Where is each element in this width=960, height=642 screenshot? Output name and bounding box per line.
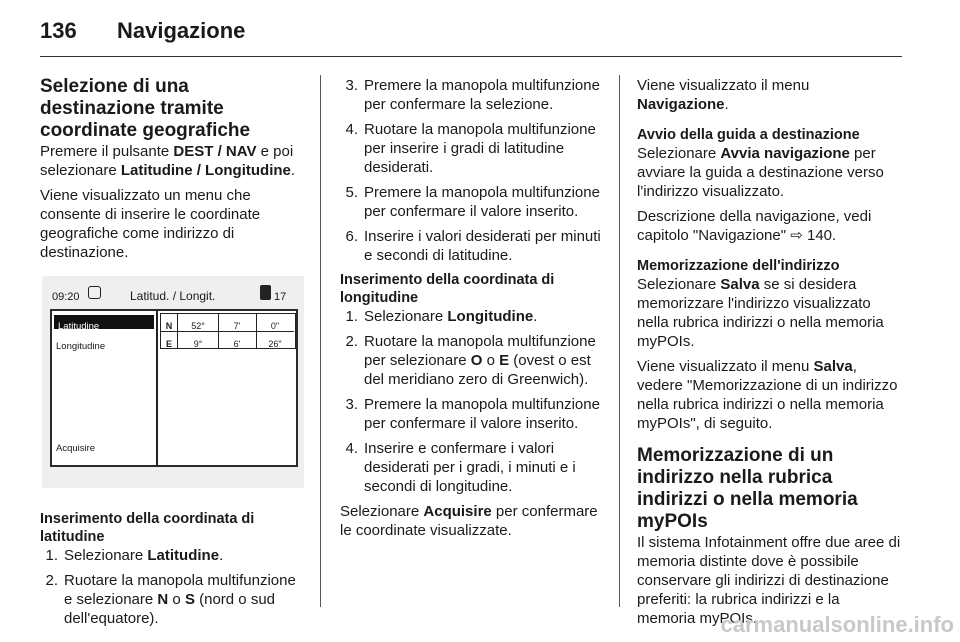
chapter-title: Navigazione (117, 18, 246, 43)
paragraph: Selezionare Salva se si desidera memorizzare l'indirizzo visualizzato nella rubrica indirizzi o nella memoria myPOIs. (637, 276, 884, 350)
paragraph: Viene visualizzato il menu Navigazione. (637, 77, 810, 113)
column-1 (40, 76, 305, 634)
list-item: 4. Inserire e confermare i valori desiderati per i gradi, i minuti e i secondi di longitudine. (345, 440, 576, 495)
column-2 (340, 76, 605, 546)
screen-illustration (42, 276, 304, 488)
paragraph: Viene visualizzato un menu che consente di inserire le coordinate geografiche come indirizzo di destinazione. (40, 187, 261, 261)
grid-line (256, 314, 257, 348)
paragraph: Selezionare Acquisire per confermare le coordinate visualizzate. (340, 503, 598, 539)
screen-display (50, 309, 298, 467)
subheading: Memorizzazione dell'indirizzo (637, 258, 840, 274)
paragraph: Il sistema Infotainment offre due aree di memoria distinte dove è possibile conservare gli indirizzi di destinazione preferiti: la rubrica indirizzi e la memoria myPOIs. (637, 534, 901, 627)
screen-divider (156, 311, 158, 465)
subheading: Inserimento della coordinata di longitudine (340, 272, 555, 306)
coordinate-row: E 9° 6' 26" (165, 339, 282, 349)
coordinate-row: N 52° 7' 0" (165, 321, 280, 331)
page-number: 136 (40, 18, 77, 43)
list-item: 2. Ruotare la manopola multifunzione e selezionare N o S (nord o sud dell'equatore). (45, 572, 296, 627)
paragraph: Viene visualizzato il menu Salva, vedere "Memorizzazione di un indirizzo nella rubrica indirizzi o nella memoria myPOIs", di seguito. (637, 358, 898, 432)
section-heading: Selezione di una destinazione tramite coordinate geografiche (40, 76, 251, 141)
list-item: 3. Premere la manopola multifunzione per confermare il valore inserito. (345, 396, 600, 432)
list-item: 1. Selezionare Longitudine. (345, 308, 538, 325)
subheading: Avvio della guida a destinazione (637, 127, 860, 143)
screen-temperature: 17 (274, 291, 287, 303)
coordinate-grid (160, 313, 296, 349)
list-item: 4. Ruotare la manopola multifunzione per inserire i gradi di latitudine desiderati. (345, 121, 596, 176)
list-item: 5. Premere la manopola multifunzione per confermare il valore inserito. (345, 184, 600, 220)
section-heading: Memorizzazione di un indirizzo nella rubrica indirizzi o nella memoria myPOIs (637, 445, 858, 532)
menu-item-acquisire: Acquisire (56, 443, 96, 454)
screen-title: Latitud. / Longit. (130, 289, 216, 303)
step-list (340, 76, 605, 265)
screen-menu (52, 311, 156, 465)
grid-line (218, 314, 219, 348)
phone-icon (260, 285, 271, 300)
header-rule (40, 56, 902, 57)
list-item: 3. Premere la manopola multifunzione per confermare la selezione. (345, 77, 600, 113)
column-divider (320, 75, 321, 607)
paragraph: Premere il pulsante DEST / NAV e poi selezionare Latitudine / Longitudine. (40, 143, 296, 179)
watermark: carmanualsonline.info (720, 612, 954, 637)
grid-line (161, 331, 294, 332)
menu-item-longitudine: Longitudine (56, 341, 106, 352)
menu-item-latitudine: Latitudine (54, 315, 154, 329)
paragraph: Selezionare Avvia navigazione per avviare la guida a destinazione verso l'indirizzo visualizzato. (637, 145, 884, 200)
list-item: 2. Ruotare la manopola multifunzione per selezionare O o E (ovest o est del meridiano zero di Greenwich). (345, 333, 596, 388)
column-divider (619, 75, 620, 607)
screen-time: 09:20 (52, 291, 80, 303)
step-list (40, 546, 305, 628)
screen-status-bar (50, 282, 298, 306)
paragraph: Descrizione della navigazione, vedi capitolo "Navigazione" ⇨ 140. (637, 208, 872, 244)
column-3 (637, 76, 902, 634)
subheading: Inserimento della coordinata di latitudine (40, 511, 255, 545)
clock-icon (88, 286, 101, 299)
page-header (40, 18, 902, 58)
grid-line (177, 314, 178, 348)
list-item: 6. Inserire i valori desiderati per minuti e secondi di latitudine. (345, 228, 601, 264)
list-item: 1. Selezionare Latitudine. (45, 547, 224, 564)
step-list (340, 307, 605, 496)
